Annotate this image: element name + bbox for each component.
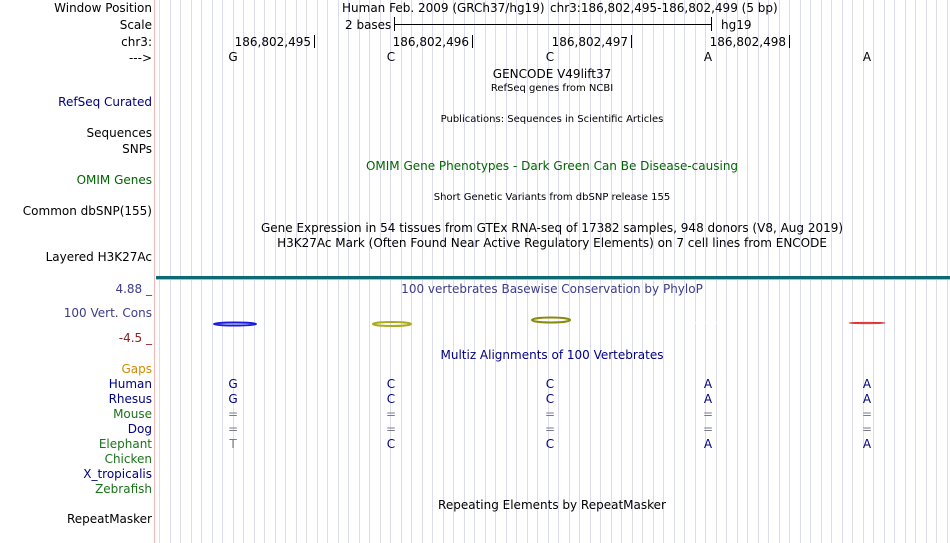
aligned-base: A bbox=[703, 437, 713, 451]
scale-label: Scale bbox=[119, 18, 152, 32]
phylop-track-desc: 100 vertebrates Basewise Conservation by PhyloP bbox=[401, 282, 703, 296]
gencode-track-title[interactable]: GENCODE V49lift37 bbox=[492, 67, 612, 81]
aligned-base: = bbox=[861, 422, 873, 436]
track-label-repeatmasker[interactable]: RepeatMasker bbox=[66, 512, 152, 526]
aligned-base: C bbox=[386, 437, 396, 451]
reference-base: G bbox=[228, 50, 238, 64]
reference-base: C bbox=[545, 50, 555, 64]
aligned-base: C bbox=[545, 437, 555, 451]
repeatmasker-track-desc: Repeating Elements by RepeatMasker bbox=[438, 498, 666, 512]
aligned-base: = bbox=[702, 422, 714, 436]
ruler-position-label: 186,802,495 bbox=[234, 35, 311, 49]
track-divider-highlight bbox=[156, 279, 950, 280]
phylop-max-label: 4.88 _ bbox=[115, 282, 152, 296]
aligned-base: C bbox=[545, 392, 555, 406]
aligned-base: C bbox=[386, 377, 396, 391]
aligned-base: A bbox=[862, 377, 872, 391]
aligned-base: T bbox=[229, 437, 237, 451]
label-separator bbox=[154, 0, 155, 543]
scale-db: hg19 bbox=[721, 18, 752, 32]
assembly-title: Human Feb. 2009 (GRCh37/hg19) bbox=[342, 1, 545, 15]
track-label-vert-cons[interactable]: 100 Vert. Cons bbox=[63, 306, 152, 320]
track-label-h3k27ac[interactable]: Layered H3K27Ac bbox=[45, 250, 152, 264]
species-label[interactable]: X_tropicalis bbox=[83, 467, 152, 481]
reference-base: A bbox=[703, 50, 713, 64]
track-label-omim[interactable]: OMIM Genes bbox=[76, 173, 152, 187]
track-label-gaps[interactable]: Gaps bbox=[121, 362, 152, 376]
species-label[interactable]: Chicken bbox=[104, 452, 152, 466]
window-position-value: chr3:186,802,495-186,802,499 (5 bp) bbox=[550, 1, 778, 15]
track-label-sequences[interactable]: Sequences bbox=[86, 126, 152, 140]
track-label-snps[interactable]: SNPs bbox=[122, 142, 152, 156]
species-label[interactable]: Elephant bbox=[98, 437, 152, 451]
aligned-base: A bbox=[703, 377, 713, 391]
scale-text: 2 bases bbox=[345, 18, 392, 32]
ruler-position-label: 186,802,497 bbox=[551, 35, 628, 49]
refseq-track-desc: RefSeq genes from NCBI bbox=[490, 83, 614, 94]
reference-base: A bbox=[862, 50, 872, 64]
ruler-tick bbox=[789, 35, 790, 48]
aligned-base: = bbox=[227, 407, 239, 421]
species-label[interactable]: Human bbox=[108, 377, 152, 391]
aligned-base: A bbox=[862, 437, 872, 451]
phylop-mark-3 bbox=[532, 318, 570, 323]
aligned-base: A bbox=[862, 392, 872, 406]
gtex-track-desc: Gene Expression in 54 tissues from GTEx RNA-seq of 17382 samples, 948 donors (V8, Aug 2019) bbox=[260, 221, 844, 235]
phylop-mark-5 bbox=[849, 322, 885, 323]
aligned-base: C bbox=[545, 377, 555, 391]
species-label[interactable]: Zebrafish bbox=[95, 482, 152, 496]
scale-bar-right-cap bbox=[711, 17, 712, 31]
chrom-label: chr3: bbox=[121, 35, 152, 49]
phylop-signal[interactable] bbox=[156, 310, 950, 330]
omim-track-desc: OMIM Gene Phenotypes - Dark Green Can Be Disease-causing bbox=[365, 159, 739, 173]
species-label[interactable]: Rhesus bbox=[108, 392, 152, 406]
species-label[interactable]: Mouse bbox=[113, 407, 152, 421]
multiz-track-desc: Multiz Alignments of 100 Vertebrates bbox=[440, 348, 664, 362]
aligned-base: = bbox=[385, 422, 397, 436]
ruler-tick bbox=[631, 35, 632, 48]
strand-arrow-label[interactable]: ---> bbox=[128, 51, 152, 65]
reference-base: C bbox=[386, 50, 396, 64]
track-label-dbsnp[interactable]: Common dbSNP(155) bbox=[22, 204, 152, 218]
track-label-refseq[interactable]: RefSeq Curated bbox=[58, 95, 152, 109]
ruler-position-label: 186,802,498 bbox=[709, 35, 786, 49]
h3k27ac-track-desc: H3K27Ac Mark (Often Found Near Active Regulatory Elements) on 7 cell lines from ENCODE bbox=[277, 236, 827, 250]
phylop-mark-1 bbox=[214, 323, 256, 326]
aligned-base: = bbox=[544, 422, 556, 436]
aligned-base: = bbox=[544, 407, 556, 421]
aligned-base: = bbox=[385, 407, 397, 421]
ruler-tick bbox=[472, 35, 473, 48]
phylop-mark-2 bbox=[373, 322, 411, 326]
phylop-min-label: -4.5 _ bbox=[118, 331, 152, 345]
publications-track-desc: Publications: Sequences in Scientific Articles bbox=[440, 114, 664, 125]
aligned-base: C bbox=[386, 392, 396, 406]
aligned-base: A bbox=[703, 392, 713, 406]
ruler-tick bbox=[314, 35, 315, 48]
window-position-label: Window Position bbox=[54, 1, 152, 15]
species-label[interactable]: Dog bbox=[127, 422, 152, 436]
aligned-base: G bbox=[228, 377, 238, 391]
scale-bar bbox=[394, 24, 711, 25]
aligned-base: G bbox=[228, 392, 238, 406]
dbsnp-track-desc: Short Genetic Variants from dbSNP release 155 bbox=[433, 192, 671, 203]
aligned-base: = bbox=[861, 407, 873, 421]
aligned-base: = bbox=[227, 422, 239, 436]
ruler-position-label: 186,802,496 bbox=[392, 35, 469, 49]
aligned-base: = bbox=[702, 407, 714, 421]
